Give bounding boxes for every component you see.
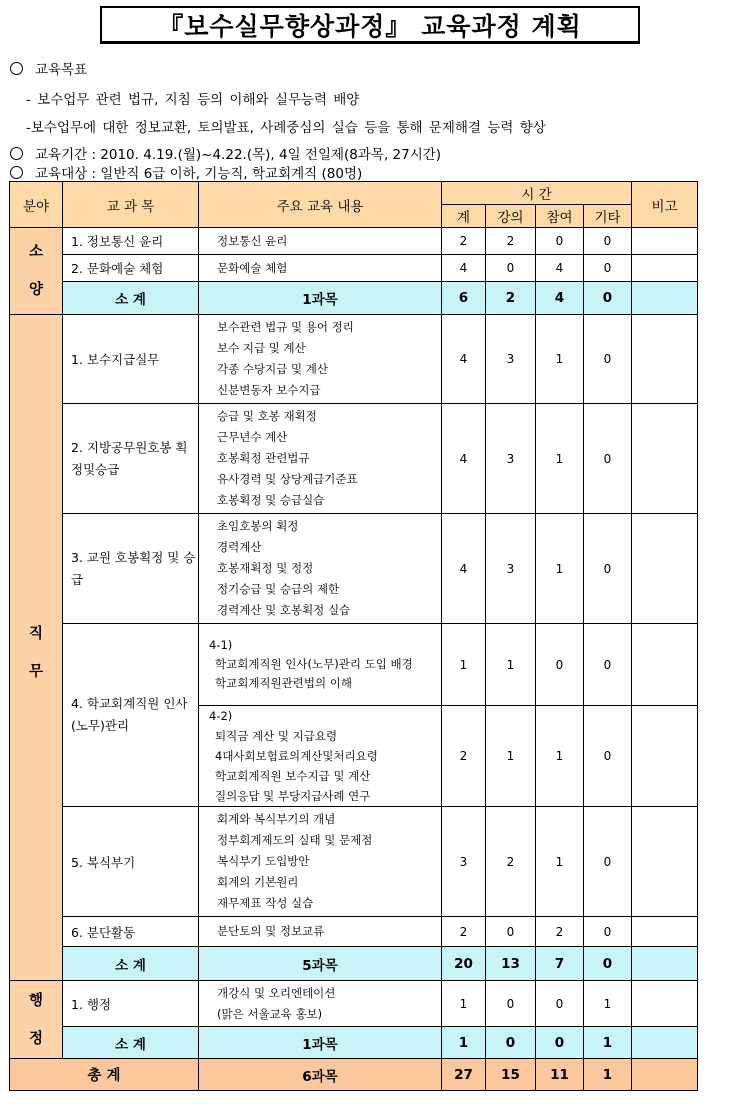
goal-item: - 보수업무 관련 법규, 지침 등의 이해와 실무능력 배양 bbox=[26, 92, 360, 108]
subtotal-total: 1 bbox=[442, 1027, 486, 1059]
hours-lecture: 0 bbox=[486, 255, 536, 282]
content-cell bbox=[199, 404, 442, 514]
subtotal-lecture: 0 bbox=[486, 1027, 536, 1059]
curriculum-table bbox=[9, 181, 698, 1091]
subject-cell: 2. 문화예술 체험 bbox=[63, 255, 199, 282]
hours-total: 4 bbox=[442, 514, 486, 624]
hours-total: 2 bbox=[442, 228, 486, 255]
hours-total: 4 bbox=[442, 315, 486, 404]
grand-total-count: 6과목 bbox=[199, 1059, 442, 1091]
header-content: 주요 교육 내용 bbox=[199, 182, 442, 228]
subject-cell: 5. 복식부기 bbox=[63, 807, 199, 917]
content-line: 4대사회보험료의계산및처리요령 bbox=[215, 749, 378, 763]
hours-other: 0 bbox=[584, 404, 632, 514]
content-line: 경력계산 및 호봉획정 실습 bbox=[217, 603, 351, 617]
subtotal-row bbox=[10, 282, 698, 315]
subtotal-participation: 0 bbox=[536, 1027, 584, 1059]
hours-other: 0 bbox=[584, 255, 632, 282]
content-cell bbox=[199, 228, 442, 255]
subject-cell: 1. 정보통신 윤리 bbox=[63, 228, 199, 255]
content-line: 학교회계직원 인사(노무)관리 도입 배경 bbox=[215, 657, 413, 671]
subject-cell: 6. 분단활동 bbox=[63, 917, 199, 947]
content-cell bbox=[199, 807, 442, 917]
subtotal-lecture: 13 bbox=[486, 947, 536, 981]
content-line: 분단토의 및 정보교류 bbox=[217, 924, 325, 938]
goal-heading bbox=[10, 58, 87, 78]
hours-total: 1 bbox=[442, 981, 486, 1027]
hours-participation: 1 bbox=[536, 315, 584, 404]
note-cell bbox=[632, 807, 698, 917]
note-cell bbox=[632, 624, 698, 706]
header-participation: 참여 bbox=[536, 205, 584, 228]
grand-total-lecture: 15 bbox=[486, 1059, 536, 1091]
area-duty bbox=[10, 315, 63, 981]
content-cell bbox=[199, 315, 442, 404]
area-char: 양 bbox=[28, 282, 43, 298]
hours-participation: 0 bbox=[536, 981, 584, 1027]
period-line bbox=[10, 143, 441, 163]
hours-total: 2 bbox=[442, 706, 486, 807]
subtotal-other: 1 bbox=[584, 1027, 632, 1059]
header-note: 비고 bbox=[632, 182, 698, 228]
content-line: 보수 지급 및 계산 bbox=[217, 341, 306, 355]
area-char: 정 bbox=[28, 1030, 43, 1047]
header-other: 기타 bbox=[584, 205, 632, 228]
subtotal-count: 1과목 bbox=[199, 282, 442, 315]
content-line: 신분변동자 보수지급 bbox=[217, 383, 321, 397]
content-line: 복식부기 도입방안 bbox=[217, 854, 310, 868]
hours-lecture: 3 bbox=[486, 404, 536, 514]
content-cell bbox=[199, 917, 442, 947]
grand-total-label: 총 계 bbox=[10, 1059, 199, 1091]
hours-other: 0 bbox=[584, 624, 632, 706]
content-line: 경력계산 bbox=[217, 540, 262, 554]
hours-participation: 1 bbox=[536, 807, 584, 917]
period-text: 교육기간 : 2010. 4.19.(월)~4.22.(목), 4일 전일제(8과목, 27시간) bbox=[35, 147, 442, 163]
content-line: 호봉재획정 및 정정 bbox=[217, 561, 314, 575]
content-cell bbox=[199, 981, 442, 1027]
area-char: 소 bbox=[28, 244, 43, 260]
content-line: 보수관련 법규 및 용어 정리 bbox=[217, 320, 354, 334]
content-line: 호봉획정 및 승급실습 bbox=[217, 493, 325, 507]
subtotal-other: 0 bbox=[584, 282, 632, 315]
note-cell bbox=[632, 947, 698, 981]
table-row bbox=[10, 228, 698, 255]
hours-total: 4 bbox=[442, 404, 486, 514]
table-row bbox=[10, 255, 698, 282]
subtotal-label: 소 계 bbox=[63, 282, 199, 315]
header-total: 계 bbox=[442, 205, 486, 228]
hours-participation: 2 bbox=[536, 917, 584, 947]
table-row bbox=[10, 315, 698, 404]
content-line: 초임호봉의 획정 bbox=[217, 519, 299, 533]
hours-lecture: 2 bbox=[486, 228, 536, 255]
note-cell bbox=[632, 282, 698, 315]
table-row bbox=[10, 404, 698, 514]
content-line: 정보통신 윤리 bbox=[217, 233, 288, 248]
content-cell bbox=[199, 514, 442, 624]
grand-total-row bbox=[10, 1059, 698, 1091]
hours-other: 0 bbox=[584, 228, 632, 255]
subject-cell: 1. 행정 bbox=[63, 981, 199, 1027]
content-line: 각종 수당지급 및 계산 bbox=[217, 362, 328, 376]
content-line: 문화예술 체험 bbox=[217, 260, 288, 275]
subtotal-label: 소 계 bbox=[63, 1027, 199, 1059]
hours-participation: 4 bbox=[536, 255, 584, 282]
header-lecture: 강의 bbox=[486, 205, 536, 228]
table-row bbox=[10, 624, 698, 706]
area-char: 행 bbox=[28, 992, 43, 1009]
note-cell bbox=[632, 1059, 698, 1091]
content-line: 재무제표 작성 실습 bbox=[217, 896, 314, 910]
content-line: 학교회계직원관련법의 이해 bbox=[215, 676, 352, 690]
subtotal-count: 5과목 bbox=[199, 947, 442, 981]
hours-lecture: 3 bbox=[486, 315, 536, 404]
circle-bullet-icon bbox=[10, 166, 23, 179]
hours-lecture: 1 bbox=[486, 706, 536, 807]
subtotal-other: 0 bbox=[584, 947, 632, 981]
hours-participation: 0 bbox=[536, 228, 584, 255]
note-cell bbox=[632, 255, 698, 282]
content-line: 회계의 기본원리 bbox=[217, 875, 299, 889]
hours-participation: 1 bbox=[536, 404, 584, 514]
note-cell bbox=[632, 706, 698, 807]
header-row bbox=[10, 182, 698, 205]
content-cell bbox=[199, 706, 442, 807]
hours-total: 1 bbox=[442, 624, 486, 706]
note-cell bbox=[632, 917, 698, 947]
grand-total-other: 1 bbox=[584, 1059, 632, 1091]
subtotal-lecture: 2 bbox=[486, 282, 536, 315]
hours-other: 0 bbox=[584, 514, 632, 624]
goal-item: -보수업무에 대한 정보교환, 토의발표, 사례중심의 실습 등을 통해 문제해결 능력 향상 bbox=[26, 120, 546, 136]
hours-participation: 0 bbox=[536, 624, 584, 706]
area-admin bbox=[10, 981, 63, 1059]
page-title: 『보수실무향상과정』 교육과정 계획 bbox=[100, 6, 640, 44]
content-line: 정기승급 및 승급의 제한 bbox=[217, 582, 340, 596]
header-time: 시 간 bbox=[442, 182, 632, 205]
content-line: 개강식 및 오리엔테이션 bbox=[217, 985, 336, 1000]
hours-other: 0 bbox=[584, 315, 632, 404]
hours-total: 4 bbox=[442, 255, 486, 282]
subject-cell: 1. 보수지급실무 bbox=[63, 315, 199, 404]
table-row bbox=[10, 917, 698, 947]
content-line: 회계와 복식부기의 개념 bbox=[217, 812, 336, 826]
note-cell bbox=[632, 981, 698, 1027]
content-cell bbox=[199, 624, 442, 706]
content-line: 정부회계제도의 실태 및 문제점 bbox=[217, 833, 373, 847]
hours-total: 3 bbox=[442, 807, 486, 917]
content-line: 근무년수 계산 bbox=[217, 430, 288, 444]
area-culture bbox=[10, 228, 63, 315]
subtotal-row bbox=[10, 947, 698, 981]
circle-bullet-icon bbox=[10, 62, 23, 75]
subtotal-total: 20 bbox=[442, 947, 486, 981]
target-line bbox=[10, 162, 362, 182]
subtotal-participation: 4 bbox=[536, 282, 584, 315]
hours-other: 0 bbox=[584, 917, 632, 947]
subject-cell: 2. 지방공무원호봉 획정및승급 bbox=[63, 404, 199, 514]
grand-total-total: 27 bbox=[442, 1059, 486, 1091]
content-line: (맑은 서울교육 홍보) bbox=[217, 1006, 323, 1021]
content-line: 4-2) bbox=[209, 709, 233, 723]
subtotal-count: 1과목 bbox=[199, 1027, 442, 1059]
subject-cell: 3. 교원 호봉획정 및 승급 bbox=[63, 514, 199, 624]
subtotal-participation: 7 bbox=[536, 947, 584, 981]
content-line: 승급 및 호봉 재획정 bbox=[217, 409, 317, 423]
content-line: 질의응답 및 부당지급사례 연구 bbox=[215, 789, 371, 803]
circle-bullet-icon bbox=[10, 147, 23, 160]
content-line: 호봉획정 관련법규 bbox=[217, 451, 310, 465]
note-cell bbox=[632, 1027, 698, 1059]
note-cell bbox=[632, 514, 698, 624]
subtotal-label: 소 계 bbox=[63, 947, 199, 981]
table-row bbox=[10, 514, 698, 624]
note-cell bbox=[632, 315, 698, 404]
hours-lecture: 0 bbox=[486, 917, 536, 947]
header-subject: 교 과 목 bbox=[63, 182, 199, 228]
content-cell bbox=[199, 255, 442, 282]
grand-total-participation: 11 bbox=[536, 1059, 584, 1091]
hours-lecture: 2 bbox=[486, 807, 536, 917]
subject-cell: 4. 학교회계직원 인사(노무)관리 bbox=[63, 624, 199, 807]
header-area: 분야 bbox=[10, 182, 63, 228]
content-line: 학교회계직원 보수지급 및 계산 bbox=[215, 769, 371, 783]
hours-lecture: 0 bbox=[486, 981, 536, 1027]
hours-lecture: 1 bbox=[486, 624, 536, 706]
hours-total: 2 bbox=[442, 917, 486, 947]
hours-other: 0 bbox=[584, 706, 632, 807]
note-cell bbox=[632, 404, 698, 514]
content-line: 유사경력 및 상당계급기준표 bbox=[217, 472, 358, 486]
area-char: 무 bbox=[28, 663, 43, 680]
hours-lecture: 3 bbox=[486, 514, 536, 624]
target-text: 교육대상 : 일반직 6급 이하, 기능직, 학교회계직 (80명) bbox=[35, 166, 363, 182]
table-row bbox=[10, 807, 698, 917]
subtotal-total: 6 bbox=[442, 282, 486, 315]
content-line: 4-1) bbox=[209, 638, 233, 652]
area-char: 직 bbox=[28, 625, 43, 642]
table-row bbox=[10, 981, 698, 1027]
subtotal-row bbox=[10, 1027, 698, 1059]
hours-participation: 1 bbox=[536, 514, 584, 624]
hours-other: 1 bbox=[584, 981, 632, 1027]
content-line: 퇴직금 계산 및 지급요령 bbox=[215, 729, 338, 743]
goal-heading-text: 교육목표 bbox=[35, 62, 88, 78]
hours-participation: 1 bbox=[536, 706, 584, 807]
hours-other: 0 bbox=[584, 807, 632, 917]
note-cell bbox=[632, 228, 698, 255]
